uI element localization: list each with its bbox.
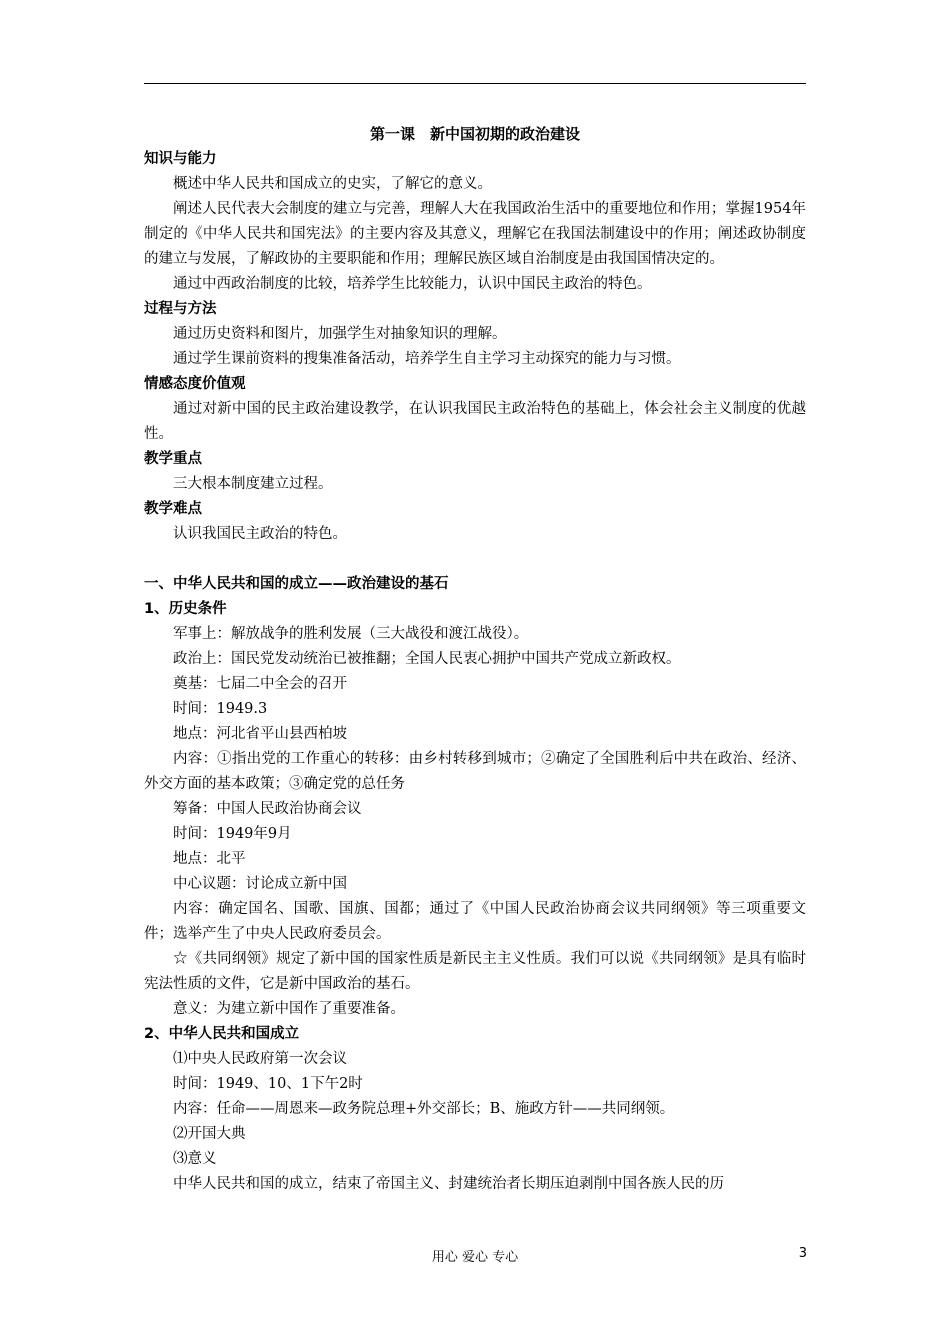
- paragraph: 地点：河北省平山县西柏坡: [173, 726, 347, 742]
- paragraph: 时间：1949、10、1下午2时: [173, 1076, 363, 1092]
- paragraph: 奠基：七届二中全会的召开: [173, 676, 347, 692]
- page-content: [144, 122, 806, 1197]
- section-heading: 情感态度价值观: [144, 376, 246, 392]
- paragraph: 通过对新中国的民主政治建设教学，在认识我国民主政治特色的基础上，体会社会主义制度的优越性。: [144, 401, 806, 442]
- paragraph: 阐述人民代表大会制度的建立与完善，理解人大在我国政治生活中的重要地位和作用；掌握1954年制定的《中华人民共和国宪法》的主要内容及其意义，理解它在我国法制建设中的作用；阐述政协制度的建立与发展，了解政协的主要职能和作用；理解民族区域自治制度是由我国国情决定的。: [144, 201, 806, 267]
- page-title: 第一课 新中国初期的政治建设: [369, 125, 580, 143]
- paragraph: ⑶意义: [173, 1151, 217, 1167]
- paragraph: 通过历史资料和图片，加强学生对抽象知识的理解。: [173, 326, 507, 342]
- section-heading: 教学重点: [144, 451, 202, 467]
- paragraph: 概述中华人民共和国成立的史实，了解它的意义。: [173, 176, 492, 192]
- paragraph: 三大根本制度建立过程。: [173, 476, 333, 492]
- spacer: [144, 547, 806, 572]
- section-heading: 1、历史条件: [144, 601, 227, 617]
- paragraph: 地点：北平: [173, 851, 246, 867]
- body-text: [144, 147, 806, 1197]
- paragraph: 认识我国民主政治的特色。: [173, 526, 347, 542]
- paragraph: ☆《共同纲领》规定了新中国的国家性质是新民主主义性质。我们可以说《共同纲领》是具有临时宪法性质的文件，它是新中国政治的基石。: [144, 951, 806, 992]
- paragraph: 中华人民共和国的成立，结束了帝国主义、封建统治者长期压迫剥削中国各族人民的历: [173, 1176, 724, 1192]
- header-rule: [144, 83, 806, 84]
- paragraph: ⑵开国大典: [173, 1126, 246, 1142]
- paragraph: 筹备：中国人民政治协商会议: [173, 801, 362, 817]
- paragraph: 时间：1949年9月: [173, 826, 292, 842]
- paragraph: ⑴中央人民政府第一次会议: [173, 1051, 347, 1067]
- page-number: 3: [798, 1246, 807, 1261]
- paragraph: 中心议题：讨论成立新中国: [173, 876, 347, 892]
- paragraph: 通过中西政治制度的比较，培养学生比较能力，认识中国民主政治的特色。: [173, 276, 652, 292]
- section-heading: 教学难点: [144, 501, 202, 517]
- section-heading: 过程与方法: [144, 301, 217, 317]
- paragraph: 内容：确定国名、国歌、国旗、国都；通过了《中国人民政治协商会议共同纲领》等三项重要文件；选举产生了中央人民政府委员会。: [144, 901, 806, 942]
- paragraph: 内容：任命——周恩来—政务院总理+外交部长；B、施政方针——共同纲领。: [173, 1101, 675, 1117]
- paragraph: 通过学生课前资料的搜集准备活动，培养学生自主学习主动探究的能力与习惯。: [173, 351, 681, 367]
- paragraph: 军事上：解放战争的胜利发展（三大战役和渡江战役）。: [173, 626, 529, 642]
- section-heading: 2、中华人民共和国成立: [144, 1026, 300, 1042]
- paragraph: 政治上：国民党发动统治已被推翻；全国人民衷心拥护中国共产党成立新政权。: [173, 651, 681, 667]
- section-heading: 知识与能力: [144, 151, 217, 167]
- footer-text: 用心 爱心 专心: [431, 1250, 519, 1265]
- paragraph: 意义：为建立新中国作了重要准备。: [173, 1001, 405, 1017]
- section-heading: 一、中华人民共和国的成立——政治建设的基石: [144, 576, 449, 592]
- paragraph: 时间：1949.3: [173, 701, 268, 717]
- paragraph: 内容：①指出党的工作重心的转移：由乡村转移到城市；②确定了全国胜利后中共在政治、经济、外交方面的基本政策；③确定党的总任务: [144, 751, 806, 792]
